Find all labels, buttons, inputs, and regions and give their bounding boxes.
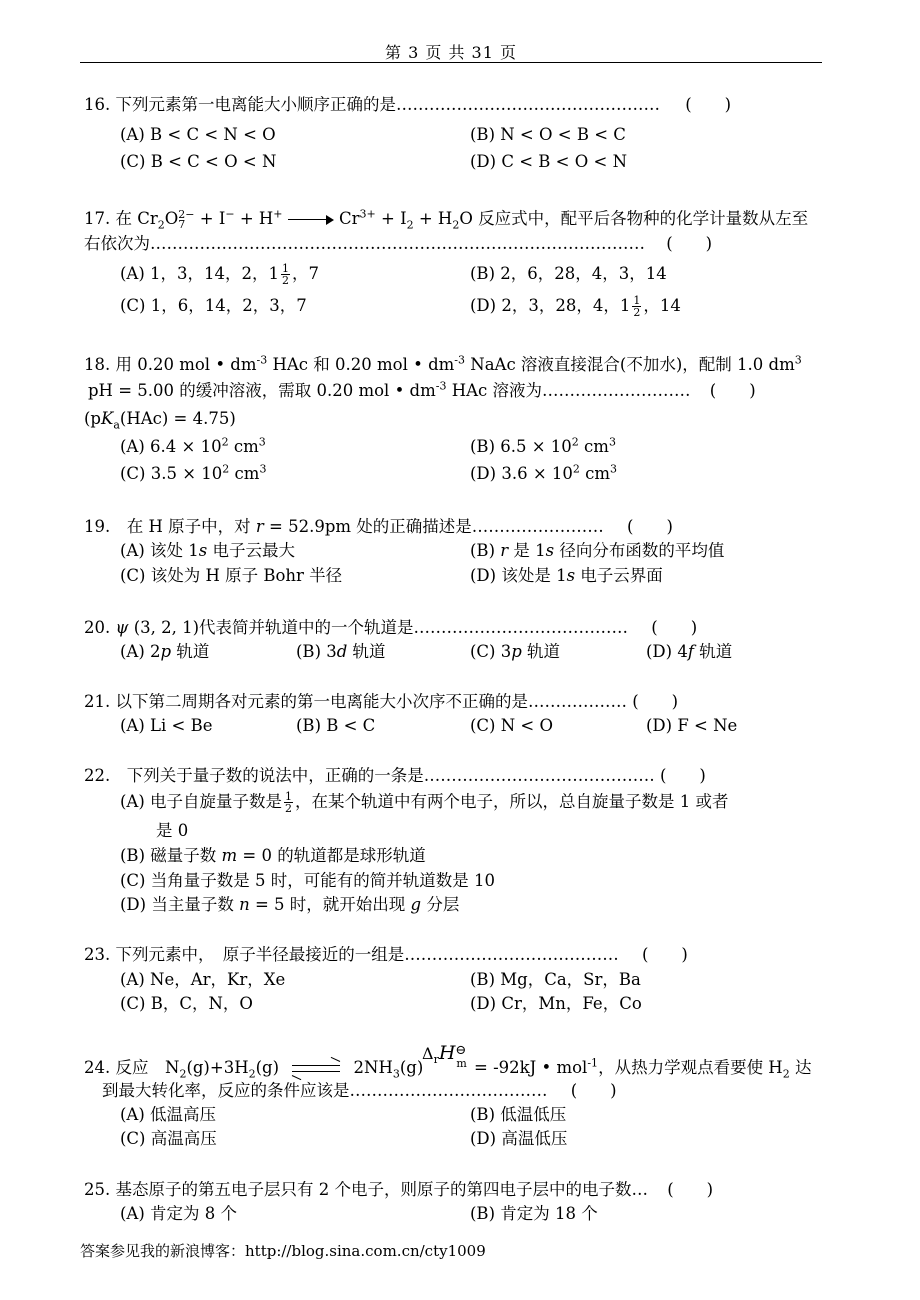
q23-option-b[interactable]: (B) Mg，Ca，Sr，Ba [470, 970, 641, 989]
q24-text-start: 24. 反应 $N_2(g)+3H_2(g)$ [84, 1058, 280, 1081]
answer-blank[interactable]: ( ) [709, 381, 756, 400]
q21-option-a[interactable]: (A) Li < Be [120, 716, 213, 735]
q17-products: $Cr^{3+} + I_2 + H_2O$ [339, 207, 473, 232]
q17-option-a[interactable]: (A) 1，3，14，2，1 $\frac{1}{2}$ ，7 [120, 262, 320, 287]
q18-option-a[interactable]: (A) $6.4 \times 10^2$ $cm^3$ [120, 435, 266, 456]
q23-option-c[interactable]: (C) B，C，N，O [120, 994, 253, 1013]
q25-text: 25. 基态原子的第五电子层只有 2 个电子，则原子的第四电子层中的电子数… [84, 1180, 648, 1199]
question-16-stem [84, 94, 731, 116]
answer-blank[interactable]: ( ) [660, 766, 706, 785]
q17-reactants: $Cr_2O$ 2− 7 + I− + H+ [137, 207, 283, 232]
q21-option-d[interactable]: (D) F < Ne [646, 716, 738, 735]
q18-option-d[interactable]: (D) $3.6 \times 10^2$ $cm^3$ [470, 462, 618, 483]
q16-option-d[interactable]: (D) C < B < O < N [470, 152, 628, 171]
page-footer: 答案参见我的新浪博客：http://blog.sina.com.cn/cty1009 [80, 1242, 486, 1260]
question-24-stem-2 [102, 1080, 617, 1102]
question-18-stem: 18. 用 0.20 mol • $dm^{-3}$ HAc 和 0.20 mol • $dm^{-3}$ NaAc 溶液直接混合(不加水)，配制 1.0 $dm^3$ [84, 353, 802, 374]
question-20-stem [84, 617, 697, 639]
q22-option-a[interactable]: (A) 电子自旋量子数是 $\frac{1}{2}$ ，在某个轨道中有两个电子，所以，总自旋量子数是 1 或者 [120, 790, 729, 815]
q22-option-d[interactable]: (D) 当主量子数 n = 5 时，就开始出现 g 分层 [120, 895, 460, 914]
q22-option-c[interactable]: (C) 当角量子数是 5 时，可能有的简并轨道数是 10 [120, 871, 495, 890]
q20-option-a[interactable]: (A) 2p 轨道 [120, 642, 210, 661]
answer-blank[interactable]: ( ) [570, 1081, 617, 1100]
question-23-stem [84, 944, 688, 966]
q24-enthalpy-symbol: $\Delta_rH$ ⊖ m [422, 1042, 467, 1070]
q24-option-d[interactable]: (D) 高温低压 [470, 1129, 568, 1148]
q20-option-d[interactable]: (D) 4f 轨道 [646, 642, 733, 661]
page-header: 第 3 页 共 31 页 [385, 43, 517, 62]
question-17-stem-2 [84, 233, 712, 255]
q18-option-c[interactable]: (C) $3.5 \times 10^2$ $cm^3$ [120, 462, 267, 483]
q19-option-b[interactable]: (B) r 是 1s 径向分布函数的平均值 [470, 541, 725, 560]
q23-text: 23. 下列元素中， 原子半径最接近的一组是………………………………… [84, 945, 619, 964]
q21-option-b[interactable]: (B) B < C [296, 716, 376, 735]
answer-blank[interactable]: ( ) [642, 945, 688, 964]
q19-text: 19. 在 H 原子中，对 r = 52.9pm 处的正确描述是…………………… [84, 517, 604, 536]
q24-product: $2NH_3(g)$ [353, 1058, 424, 1081]
q23-option-d[interactable]: (D) Cr，Mn，Fe，Co [470, 994, 642, 1013]
q17-text-2: 右依次为……………………………………………………………………………… [84, 234, 645, 253]
reaction-arrow-icon [288, 215, 334, 225]
q20-text: 20. ψ (3, 2, 1)代表简并轨道中的一个轨道是………………………………… [84, 618, 629, 637]
question-18-stem-2: pH = 5.00 的缓冲溶液，需取 0.20 mol • $dm^{-3}$ HAc 溶液为……………………… ( ) [88, 379, 756, 400]
question-21-stem [84, 691, 678, 713]
q20-option-c[interactable]: (C) 3p 轨道 [470, 642, 561, 661]
q25-option-b[interactable]: (B) 肯定为 18 个 [470, 1204, 598, 1223]
q21-text: 21. 以下第二周期各对元素的第一电离能大小次序不正确的是……………… [84, 692, 627, 711]
q19-option-c[interactable]: (C) 该处为 H 原子 Bohr 半径 [120, 566, 343, 585]
q24-text-2: 到最大转化率，反应的条件应该是……………………………… [102, 1081, 548, 1100]
question-25-stem [84, 1179, 713, 1201]
q19-option-a[interactable]: (A) 该处 1s 电子云最大 [120, 541, 295, 560]
q21-option-c[interactable]: (C) N < O [470, 716, 554, 735]
q22-option-b[interactable]: (B) 磁量子数 m = 0 的轨道都是球形轨道 [120, 846, 426, 865]
answer-blank[interactable]: ( ) [632, 692, 679, 711]
answer-blank[interactable]: ( ) [627, 517, 673, 536]
answer-blank[interactable]: ( ) [666, 234, 713, 253]
q22-text: 22. 下列关于量子数的说法中，正确的一条是…………………………………… [84, 766, 655, 785]
q17-text-end: 反应式中，配平后各物种的化学计量数从左至 [478, 209, 809, 228]
q24-option-a[interactable]: (A) 低温高压 [120, 1105, 217, 1124]
answer-blank[interactable]: ( ) [667, 1180, 714, 1199]
q17-option-d[interactable]: (D) 2，3，28，4，1 $\frac{1}{2}$ ，14 [470, 294, 681, 319]
answer-blank[interactable]: ( ) [651, 618, 698, 637]
answer-blank[interactable]: ( ) [685, 95, 732, 114]
question-17-stem [84, 208, 808, 230]
header-divider [80, 62, 822, 63]
question-18-stem-3: $(pK_a(HAc) = 4.75)$ [84, 409, 236, 432]
q18-option-b[interactable]: (B) $6.5 \times 10^2$ $cm^3$ [470, 435, 616, 456]
q17-option-b[interactable]: (B) 2，6，28，4，3，14 [470, 264, 667, 283]
question-22-stem [84, 765, 706, 787]
q20-option-b[interactable]: (B) 3d 轨道 [296, 642, 386, 661]
q25-option-a[interactable]: (A) 肯定为 8 个 [120, 1204, 238, 1223]
q24-option-c[interactable]: (C) 高温高压 [120, 1129, 217, 1148]
q17-option-c[interactable]: (C) 1，6，14，2，3，7 [120, 296, 307, 315]
q16-option-b[interactable]: (B) N < O < B < C [470, 125, 626, 144]
q23-option-a[interactable]: (A) Ne，Ar，Kr，Xe [120, 970, 286, 989]
q17-text-start: 17. 在 [84, 209, 132, 228]
q16-option-c[interactable]: (C) B < C < O < N [120, 152, 277, 171]
q19-option-d[interactable]: (D) 该处是 1s 电子云界面 [470, 566, 663, 585]
q16-text: 16. 下列元素第一电离能大小顺序正确的是………………………………………… [84, 95, 660, 114]
q24-enthalpy-value: = -92kJ • mol$^{-1}$，从热力学观点看要使 $H_2$ 达 [474, 1056, 812, 1081]
q16-option-a[interactable]: (A) B < C < N < O [120, 125, 276, 144]
q22-option-a-cont: 是 0 [156, 821, 189, 840]
equilibrium-arrow-icon [292, 1063, 340, 1075]
q24-option-b[interactable]: (B) 低温低压 [470, 1105, 567, 1124]
question-19-stem [84, 516, 673, 538]
question-24-stem [84, 1057, 423, 1079]
